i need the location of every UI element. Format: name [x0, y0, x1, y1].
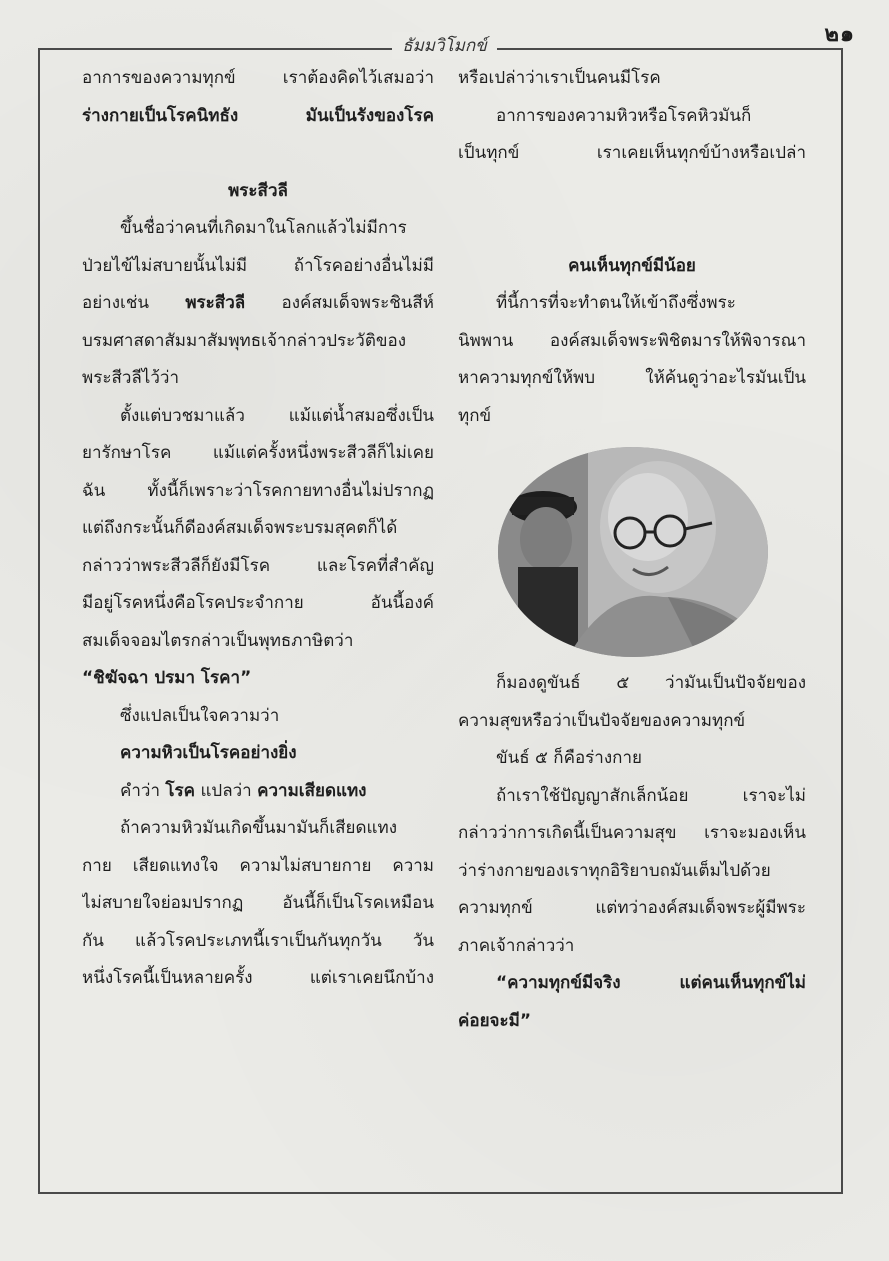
text-line-bold: ร่างกายเป็นโรคนิทธัง มันเป็นรังของโรค [82, 105, 434, 126]
text-line-mixed [82, 285, 434, 323]
photo-area [458, 435, 806, 665]
portrait-illustration [498, 447, 768, 657]
text-line: สมเด็จจอมไตรกล่าวเป็นพุทธภาษิตว่า [82, 630, 354, 651]
text-run-bold: โรค [165, 780, 196, 801]
quote-line-bold: “ความทุกข์มีจริง แต่คนเห็นทุกข์ไม่ [496, 973, 806, 993]
text-line: พระสีวลีไว้ว่า [82, 368, 179, 388]
text-line: ที่นี้การที่จะทำตนให้เข้าถึงซึ่งพระ [496, 293, 736, 313]
text-line: หาความทุกข์ให้พบ ให้ค้นดูว่าอะไรมันเป็น [458, 368, 806, 388]
page-number: ๒๑ [824, 22, 855, 47]
right-column [458, 60, 806, 1040]
text-line: ยารักษาโรค แม้แต่ครั้งหนึ่งพระสีวลีก็ไม่เคย [82, 443, 434, 463]
text-line: กล่าวว่าพระสีวลีก็ยังมีโรค และโรคที่สำคัญ [82, 555, 434, 576]
text-line: ป่วยไข้ไม่สบายนั้นไม่มี ถ้าโรคอย่างอื่นไม่มี [82, 255, 434, 276]
text-line: ถ้าความหิวมันเกิดขึ้นมามันก็เสียดแทง [120, 818, 397, 838]
monk-portrait-photo [498, 447, 768, 657]
text-line: แต่ถึงกระนั้นก็ดีองค์สมเด็จพระบรมสุคตก็ได้ [82, 518, 398, 538]
running-header-text: ธัมมวิโมกข์ [392, 32, 497, 59]
text-line: หรือเปล่าว่าเราเป็นคนมีโรค [458, 68, 661, 88]
text-run: องค์สมเด็จพระชินสีห์ [281, 293, 434, 313]
text-line: ขันธ์ ๕ ก็คือร่างกาย [496, 748, 642, 768]
section-heading: คนเห็นทุกข์มีน้อย [568, 255, 696, 276]
text-line: ก็มองดูขันธ์ ๕ ว่ามันเป็นปัจจัยของ [496, 673, 806, 693]
text-line: กล่าวว่าการเกิดนี้เป็นความสุข เราจะมองเห็น [458, 823, 806, 843]
text-line: อาการของความหิวหรือโรคหิวมันก็ [496, 105, 752, 126]
running-header [0, 32, 889, 59]
text-line: ว่าร่างกายของเราทุกอิริยาบถมันเต็มไปด้วย [458, 860, 771, 881]
text-line: กัน แล้วโรคประเภทนี้เราเป็นกันทุกวัน วัน [82, 930, 434, 951]
text-line: นิพพาน องค์สมเด็จพระพิชิตมารให้พิจารณา [458, 330, 806, 351]
text-line: ซึ่งแปลเป็นใจความว่า [120, 705, 280, 726]
text-line: ขึ้นชื่อว่าคนที่เกิดมาในโลกแล้วไม่มีการ [120, 218, 407, 238]
text-line-mixed [82, 773, 434, 811]
text-line: ตั้งแต่บวชมาแล้ว แม้แต่น้ำสมอซึ่งเป็น [120, 405, 434, 426]
text-line: เป็นทุกข์ เราเคยเห็นทุกข์บ้างหรือเปล่า [458, 143, 806, 163]
text-line: ความสุขหรือว่าเป็นปัจจัยของความทุกข์ [458, 710, 746, 731]
text-line: กาย เสียดแทงใจ ความไม่สบายกาย ความ [82, 855, 434, 876]
text-line: ฉัน ทั้งนี้ก็เพราะว่าโรคกายทางอื่นไม่ปรากฏ [82, 480, 434, 501]
text-line: มีอยู่โรคหนึ่งคือโรคประจำกาย อันนี้องค์ [82, 593, 434, 613]
text-run: คำว่า [120, 780, 161, 801]
text-line: ถ้าเราใช้ปัญญาสักเล็กน้อย เราจะไม่ [496, 785, 806, 806]
text-line: ไม่สบายใจย่อมปรากฏ อันนี้ก็เป็นโรคเหมือน [82, 893, 434, 913]
text-run: อย่างเช่น [82, 293, 149, 313]
text-line: อาการของความทุกข์ เราต้องคิดไว้เสมอว่า [82, 68, 434, 88]
text-run: แปลว่า [200, 780, 252, 801]
text-line: ภาคเจ้ากล่าวว่า [458, 935, 575, 956]
section-heading: พระสีวลี [228, 180, 288, 201]
quote-line-bold: “ชิฆัจฉา ปรมา โรคา” [82, 668, 252, 688]
text-line-bold: ความหิวเป็นโรคอย่างยิ่ง [120, 743, 297, 763]
text-run-bold: พระสีวลี [185, 293, 246, 313]
text-run-bold: ความเสียดแทง [257, 780, 367, 801]
text-line: ทุกข์ [458, 405, 492, 426]
text-line: ความทุกข์ แต่ทว่าองค์สมเด็จพระผู้มีพระ [458, 898, 806, 918]
text-line: บรมศาสดาสัมมาสัมพุทธเจ้ากล่าวประวัติของ [82, 330, 407, 351]
quote-line-bold: ค่อยจะมี” [458, 1010, 532, 1031]
left-column [82, 60, 434, 998]
text-line: หนึ่งโรคนี้เป็นหลายครั้ง แต่เราเคยนึกบ้าง [82, 968, 434, 988]
